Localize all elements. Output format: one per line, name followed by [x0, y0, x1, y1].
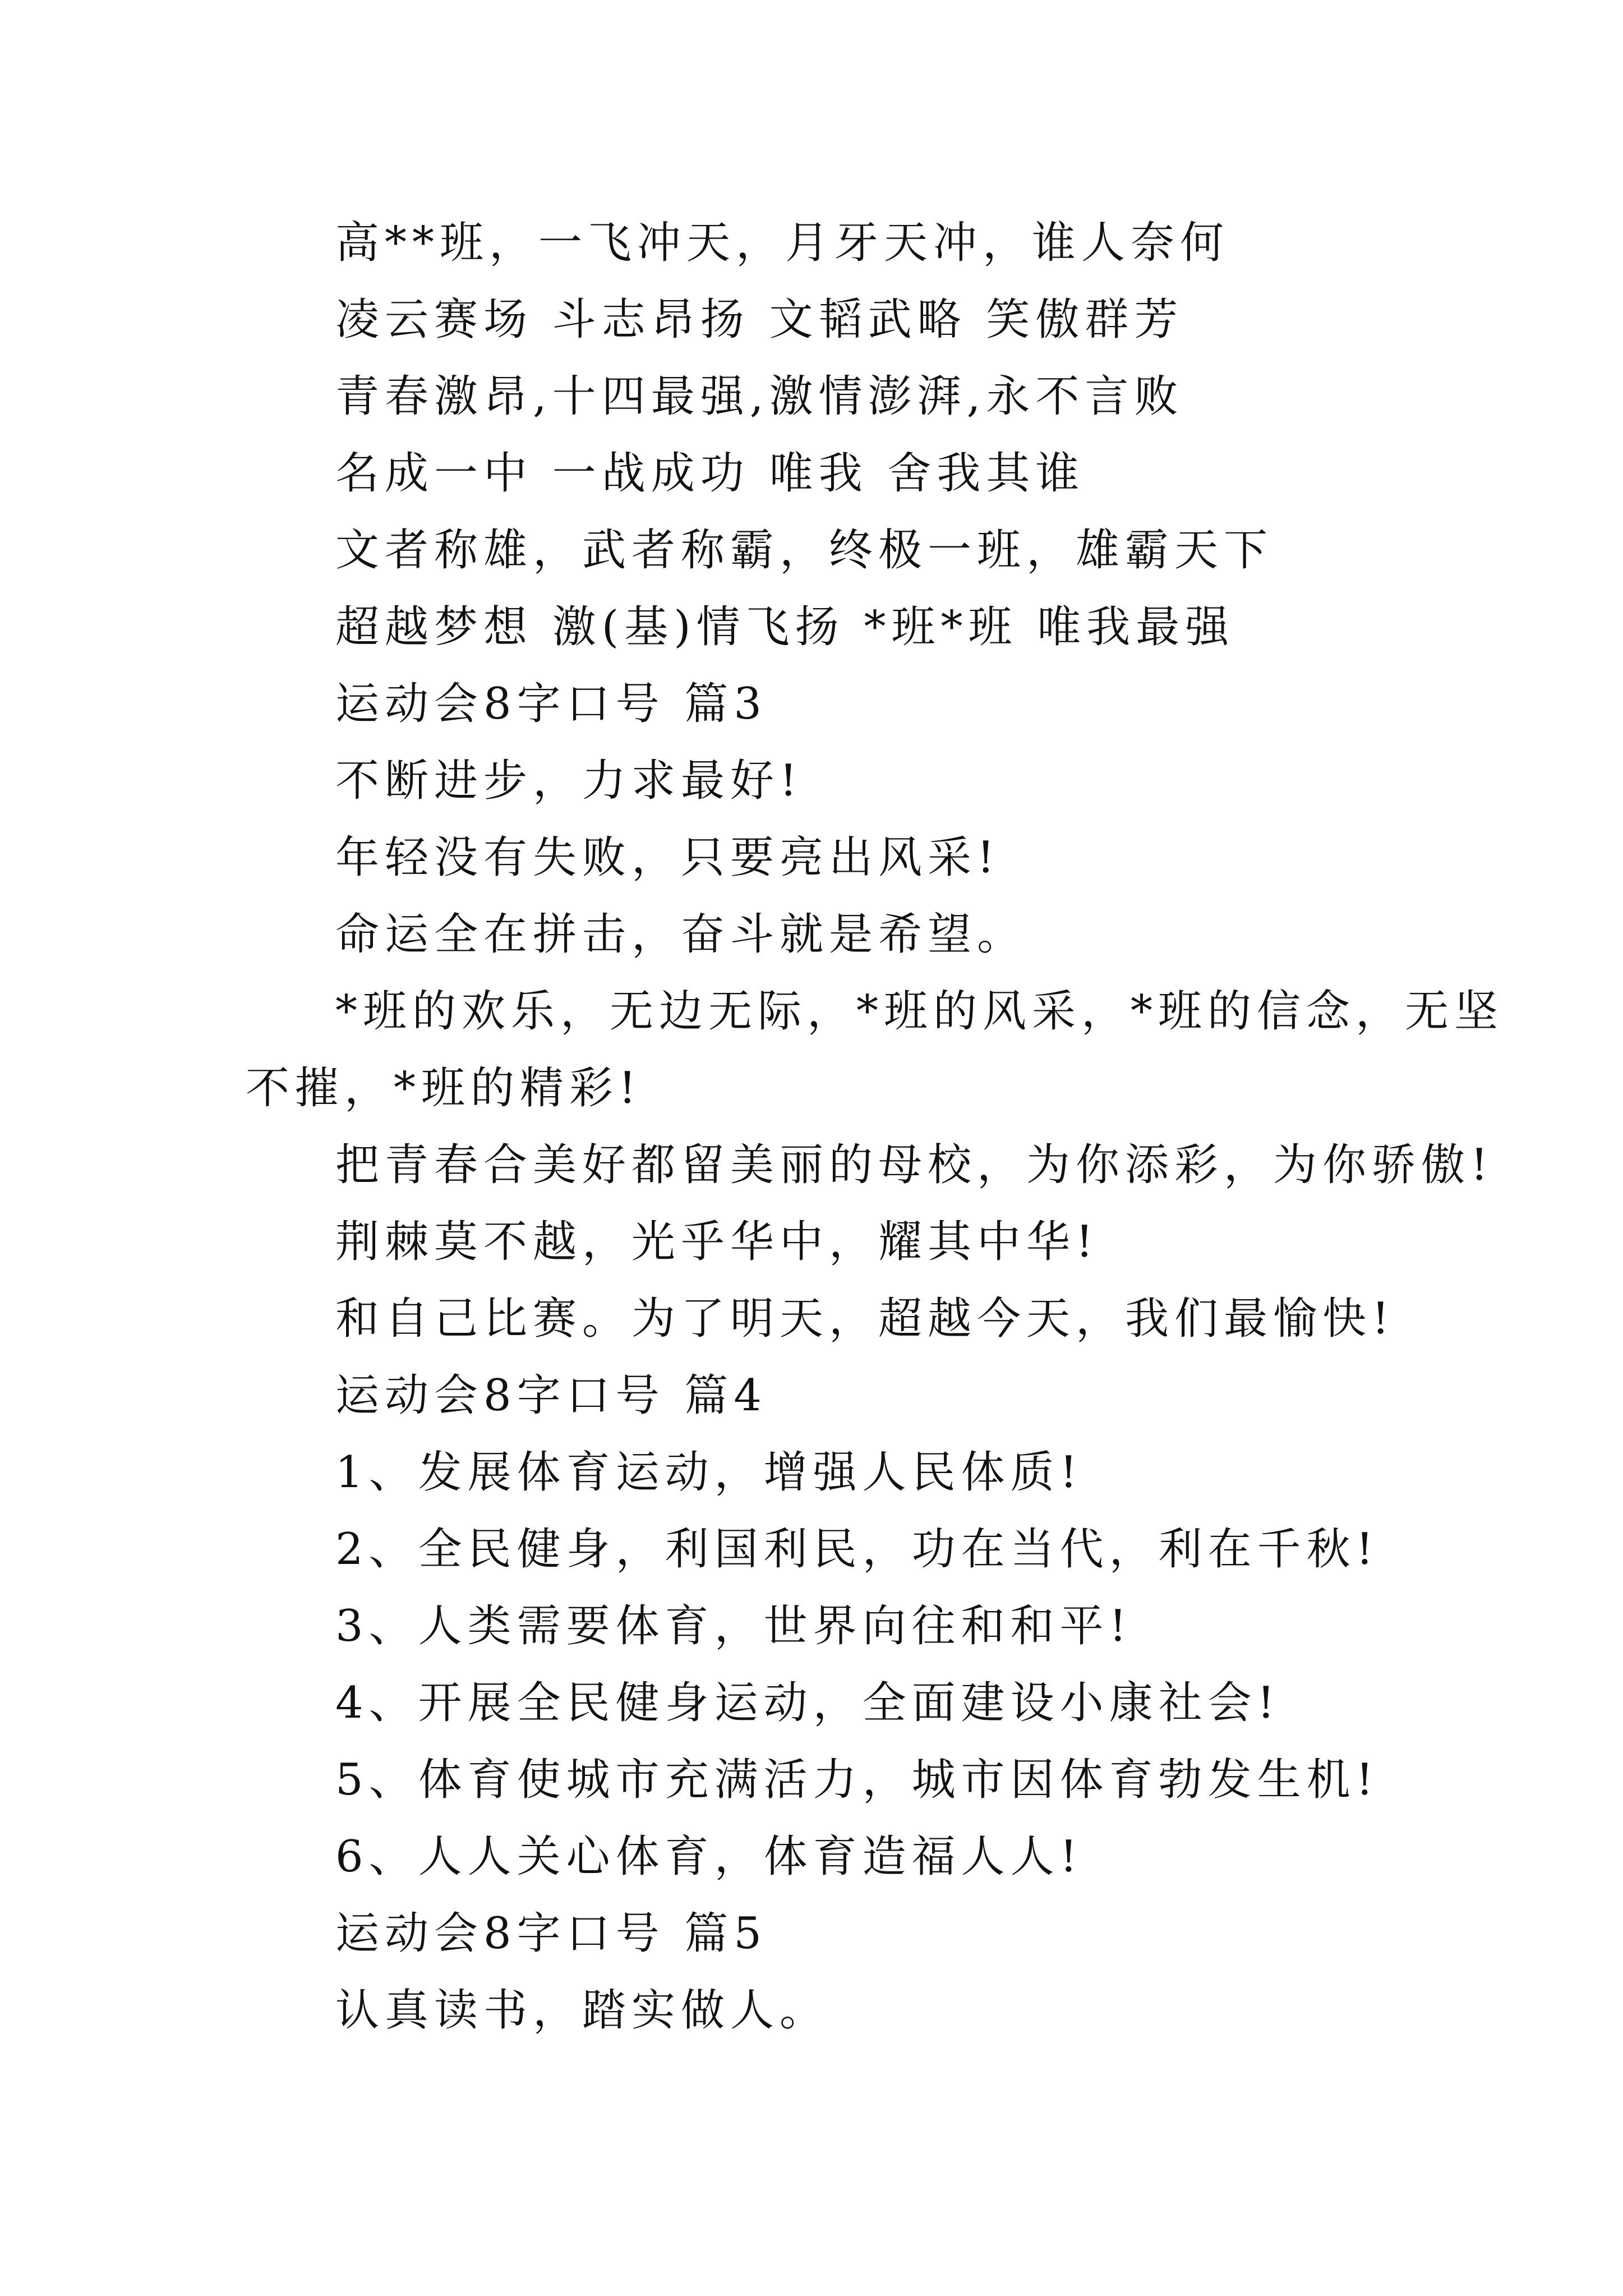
text-line: 高**班，一飞冲天，月牙天冲，谁人奈何 [335, 218, 1230, 268]
text-line: 把青春合美好都留美丽的母校，为你添彩，为你骄傲! [335, 1140, 1494, 1190]
list-item: 1、发展体育运动，增强人民体质! [335, 1447, 1083, 1498]
list-item: 6、人人关心体育，体育造福人人! [335, 1832, 1083, 1882]
text-line: 青春激昂,十四最强,激情澎湃,永不言败 [335, 371, 1184, 422]
paragraph-continuation-line: 不摧，*班的精彩! [246, 1063, 642, 1114]
text-line: 不断进步，力求最好! [335, 756, 803, 806]
text-line: 凌云赛场 斗志昂扬 文韬武略 笑傲群芳 [335, 295, 1184, 345]
wrapped-paragraph [246, 973, 1504, 1127]
text-line: 年轻没有失败，只要亮出风采! [335, 832, 1000, 883]
text-line: 命运全在拼击，奋斗就是希望。 [335, 909, 1027, 960]
text-line: 超越梦想 激(基)情飞扬 *班*班 唯我最强 [335, 602, 1235, 652]
text-line: 认真读书，踏实做人。 [335, 1985, 829, 2036]
text-line: 荆棘莫不越，光乎华中，耀其中华! [335, 1217, 1099, 1267]
document-body [246, 205, 1504, 2049]
text-line: 和自己比赛。为了明天，超越今天，我们最愉快! [335, 1294, 1395, 1344]
text-line: 名成一中 一战成功 唯我 舍我其谁 [335, 448, 1085, 499]
section-heading: 运动会8字口号 篇4 [335, 1370, 768, 1421]
text-line: 文者称雄，武者称霸，终极一班，雄霸天下 [335, 525, 1274, 576]
list-item: 4、开展全民健身运动，全面建设小康社会! [335, 1678, 1280, 1728]
paragraph-first-line: *班的欢乐，无边无际，*班的风采，*班的信念，无坚 [335, 986, 1504, 1037]
section-heading: 运动会8字口号 篇5 [335, 1908, 768, 1959]
list-item: 5、体育使城市充满活力，城市因体育勃发生机! [335, 1755, 1379, 1805]
list-item: 2、全民健身，利国利民，功在当代，利在千秋! [335, 1524, 1379, 1575]
list-item: 3、人类需要体育，世界向往和和平! [335, 1601, 1132, 1651]
section-heading: 运动会8字口号 篇3 [335, 679, 768, 729]
